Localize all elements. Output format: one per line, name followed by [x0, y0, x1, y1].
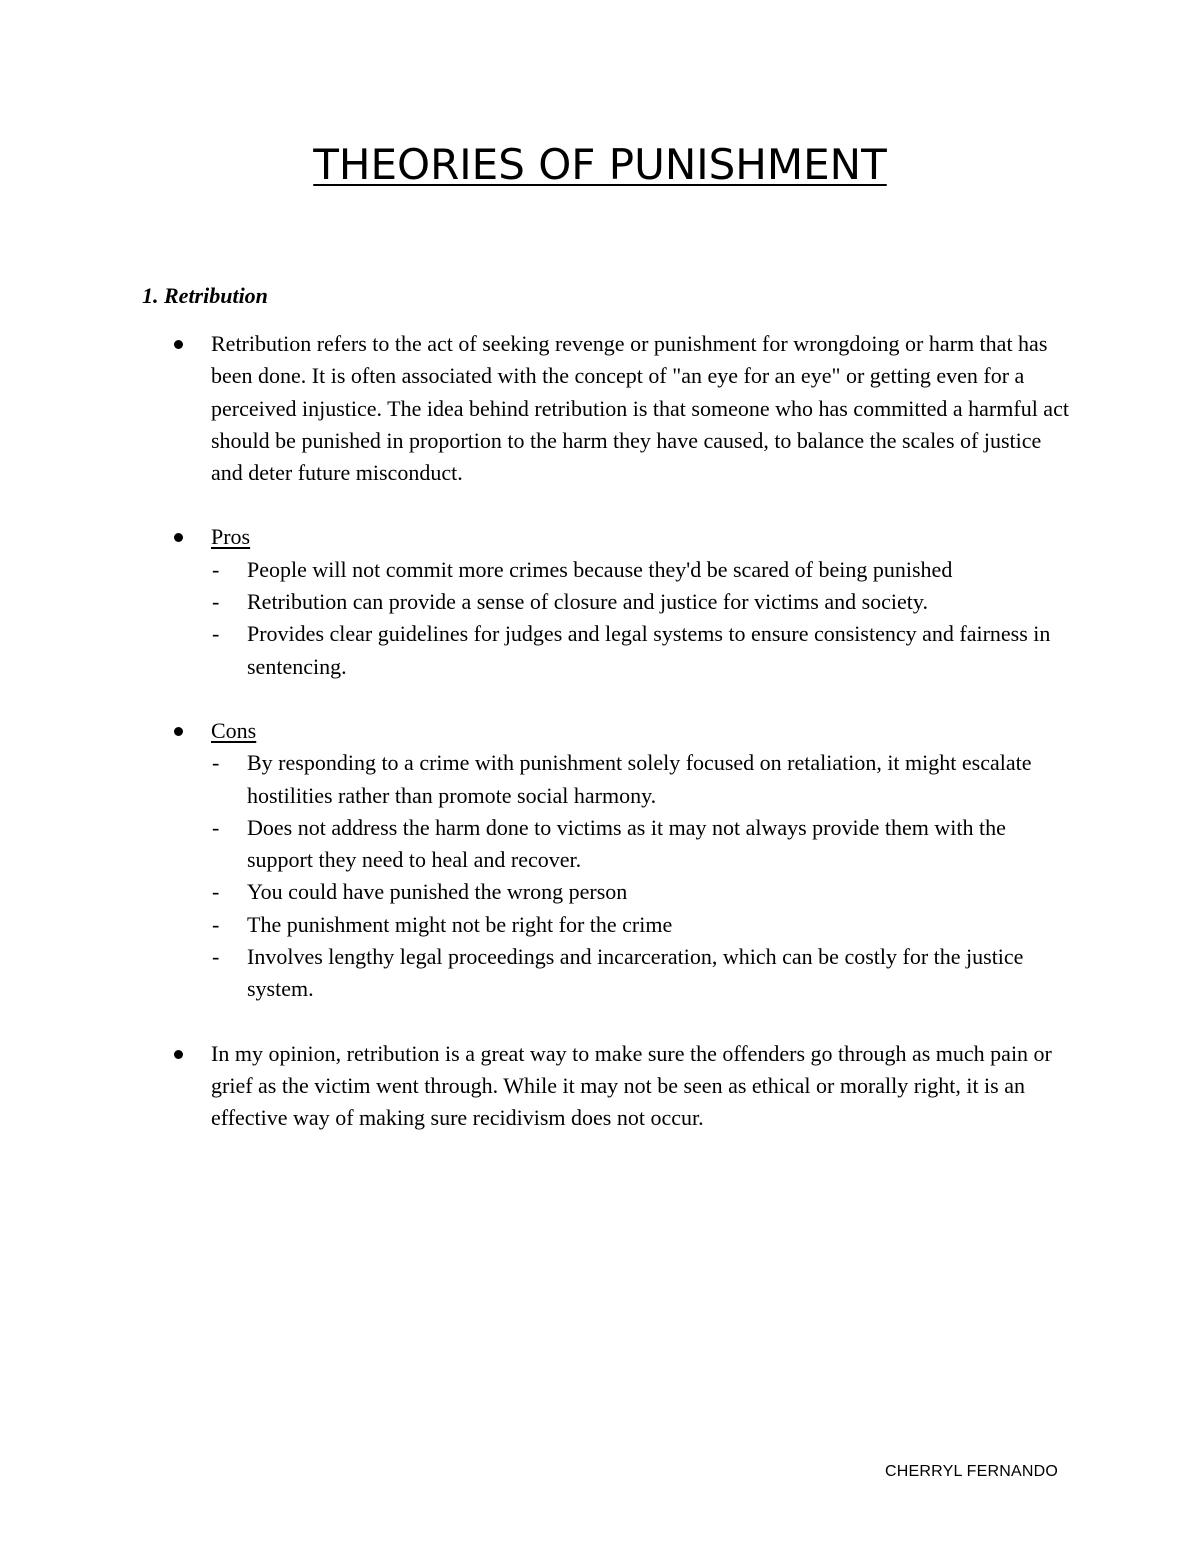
pros-item-text: Provides clear guidelines for judges and legal systems to ensure consistency and fairness in sentencing.: [247, 621, 1051, 679]
cons-item-text: The punishment might not be right for the crime: [247, 911, 673, 937]
dash-icon: -: [212, 911, 220, 937]
cons-item-text: Does not address the harm done to victims as it may not always provide them with the support they need to heal and recover.: [247, 814, 1006, 873]
section-body: [0, 328, 1200, 1135]
cons-bullet: [0, 715, 1071, 747]
dash-icon: -: [212, 814, 220, 840]
section-heading: 1. Retribution: [142, 283, 268, 308]
dash-icon: -: [212, 589, 220, 615]
dash-icon: -: [212, 556, 220, 582]
bullet-icon: [174, 533, 183, 542]
pros-list: [0, 554, 1200, 683]
opinion-text: In my opinion, retribution is a great way to make sure the offenders go through as much pain or grief as the victim went through. While it may not be seen as ethical or morally right, it is an effective way of making sure recidivism does not occur.: [211, 1040, 1052, 1131]
author-name: CHERRYL FERNANDO: [884, 1463, 1058, 1480]
bullet-icon: [174, 727, 183, 736]
cons-list: [0, 747, 1200, 1005]
list-item: [0, 747, 1067, 812]
list-item: [0, 586, 1067, 618]
definition-bullet: [0, 328, 1071, 489]
list-item: [0, 876, 1067, 908]
page-title: THEORIES OF PUNISHMENT: [313, 140, 887, 189]
definition-text: Retribution refers to the act of seeking revenge or punishment for wrongdoing or harm that has been done. It is often associated with the concept of "an eye for an eye" or getting even for a perceived injustice. The idea behind retribution is that someone who has committed a harmful act should be punished in proportion to the harm they have caused, to balance the scales of justice and deter future misconduct.: [211, 331, 1069, 486]
cons-item-text: You could have punished the wrong person: [247, 879, 628, 905]
list-item: [0, 812, 1067, 877]
dash-icon: -: [212, 879, 220, 905]
cons-item-text: Involves lengthy legal proceedings and incarceration, which can be costly for the justice system.: [247, 944, 1024, 1002]
dash-icon: -: [212, 750, 220, 776]
list-item: [0, 554, 1067, 586]
opinion-bullet: [0, 1038, 1071, 1135]
pros-label: Pros: [211, 524, 251, 550]
pros-item-text: People will not commit more crimes because they'd be scared of being punished: [247, 556, 953, 582]
list-item: [0, 909, 1067, 941]
cons-label: Cons: [211, 717, 257, 743]
bullet-icon: [174, 340, 183, 349]
list-item: [0, 941, 1067, 1006]
pros-bullet: [0, 521, 1071, 553]
dash-icon: -: [212, 621, 220, 647]
pros-item-text: Retribution can provide a sense of closure and justice for victims and society.: [247, 589, 928, 615]
dash-icon: -: [212, 944, 220, 970]
cons-item-text: By responding to a crime with punishment solely focused on retaliation, it might escalate hostilities rather than promote social harmony.: [247, 750, 1032, 808]
bullet-icon: [174, 1050, 183, 1059]
list-item: [0, 618, 1067, 683]
